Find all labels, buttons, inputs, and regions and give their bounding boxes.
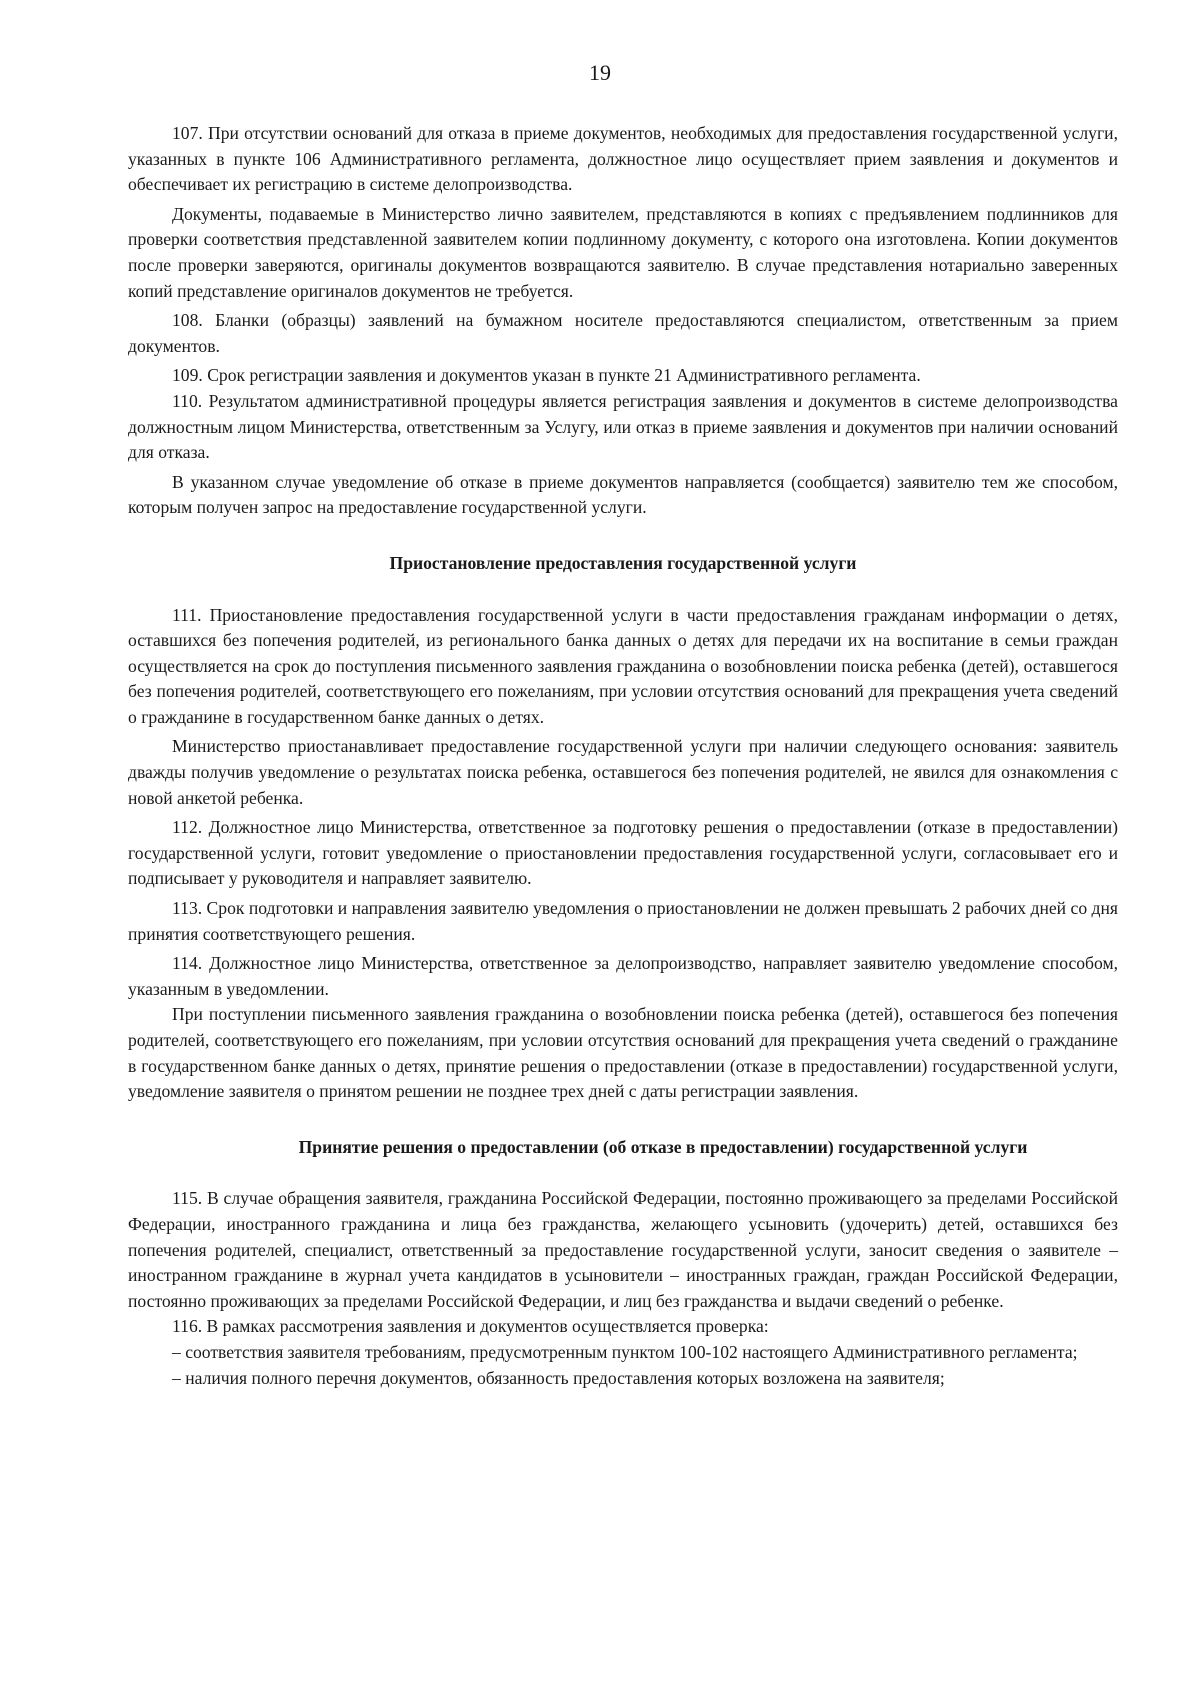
paragraph-107: 107. При отсутствии оснований для отказа в приеме документов, необходимых для предоставления государственной услуги, указанных в пункте 106 Административного регламента, должностное лицо осуществляет прием заявления и документов и обеспечивает их регистрацию в системе делопроизводства.	[128, 123, 1118, 195]
section-heading-decision: Принятие решения о предоставлении (об отказе в предоставлении) государственной услуги	[298, 1136, 1028, 1157]
paragraph-110: 110. Результатом административной процедуры является регистрация заявления и документов в системе делопроизводства должностным лицом Министерства, ответственным за Услугу, или отказ в приеме заявления и документов при наличии оснований для отказа.	[128, 390, 1118, 463]
document-body	[128, 121, 1118, 1391]
section-heading-suspension: Приостановление предоставления государственной услуги	[389, 552, 857, 573]
paragraph-suspension-grounds: Министерство приостанавливает предоставление государственной услуги при наличии следующего основания: заявитель дважды получив уведомление о результатах поиска ребенка, оставшегося без попечения родителей, не явился для ознакомления с новой анкетой ребенка.	[128, 736, 1118, 808]
paragraph-documents-copies: Документы, подаваемые в Министерство лично заявителем, представляются в копиях с предъявлением подлинников для проверки соответствия представленной заявителем копии подлинному документу, с которого она изготовлена. Копии документов после проверки заверяются, оригиналы документов возвращаются заявителю. В случае представления нотариально заверенных копий представление оригиналов документов не требуется.	[128, 203, 1118, 301]
paragraph-108: 108. Бланки (образцы) заявлений на бумажном носителе предоставляются специалистом, ответственным за прием документов.	[128, 310, 1118, 356]
paragraph-112: 112. Должностное лицо Министерства, ответственное за подготовку решения о предоставлении (отказе в предоставлении) государственной услуги, готовит уведомление о приостановлении предоставления государственной услуги, согласовывает его и подписывает у руководителя и направляет заявителю.	[128, 817, 1118, 889]
paragraph-114: 114. Должностное лицо Министерства, ответственное за делопроизводство, направляет заявителю уведомление способом, указанным в уведомлении.	[128, 953, 1118, 999]
paragraph-113: 113. Срок подготовки и направления заявителю уведомления о приостановлении не должен превышать 2 рабочих дней со дня принятия соответствующего решения.	[128, 898, 1118, 944]
paragraph-109: 109. Срок регистрации заявления и документов указан в пункте 21 Административного регламента.	[172, 365, 921, 386]
paragraph-115: 115. В случае обращения заявителя, гражданина Российской Федерации, постоянно проживающего за пределами Российской Федерации, иностранного гражданина и лица без гражданства, желающего усыновить (удочерить) детей, оставшихся без попечения родителей, специалист, ответственный за предоставление государственной услуги, заносит сведения о заявителе – иностранном гражданине в журнал учета кандидатов в усыновители – иностранных граждан, граждан Российской Федерации, постоянно проживающих за пределами Российской Федерации, и лиц без гражданства и выдачи сведений о ребенке.	[128, 1188, 1118, 1311]
list-item-documents: – наличия полного перечня документов, обязанность предоставления которых возложена на заявителя;	[172, 1367, 945, 1388]
paragraph-refusal-notice: В указанном случае уведомление об отказе в приеме документов направляется (сообщается) заявителю тем же способом, которым получен запрос на предоставление государственной услуги.	[128, 471, 1118, 518]
paragraph-116: 116. В рамках рассмотрения заявления и документов осуществляется проверка:	[172, 1316, 769, 1337]
paragraph-resumption: При поступлении письменного заявления гражданина о возобновлении поиска ребенка (детей), оставшегося без попечения родителей, соответствующего его пожеланиям, при условии отсутствия оснований для прекращения учета сведений о гражданине в государственном банке данных о детях, принятие решения о предоставлении (отказе в предоставлении) государственной услуги, уведомление заявителя о принятом решении не позднее трех дней с даты регистрации заявления.	[128, 1004, 1118, 1102]
paragraph-111: 111. Приостановление предоставления государственной услуги в части предоставления гражданам информации о детях, оставшихся без попечения родителей, из регионального банка данных о детях для передачи их на воспитание в семьи граждан осуществляется на срок до поступления письменного заявления гражданина о возобновлении поиска ребенка (детей), оставшегося без попечения родителей, соответствующего его пожеланиям, при условии отсутствия оснований для прекращения учета сведений о гражданине в государственном банке данных о детях.	[128, 604, 1118, 727]
list-item-compliance: – соответствия заявителя требованиям, предусмотренным пунктом 100-102 настоящего Административного регламента;	[172, 1341, 1078, 1362]
page-number: 19	[589, 60, 611, 85]
